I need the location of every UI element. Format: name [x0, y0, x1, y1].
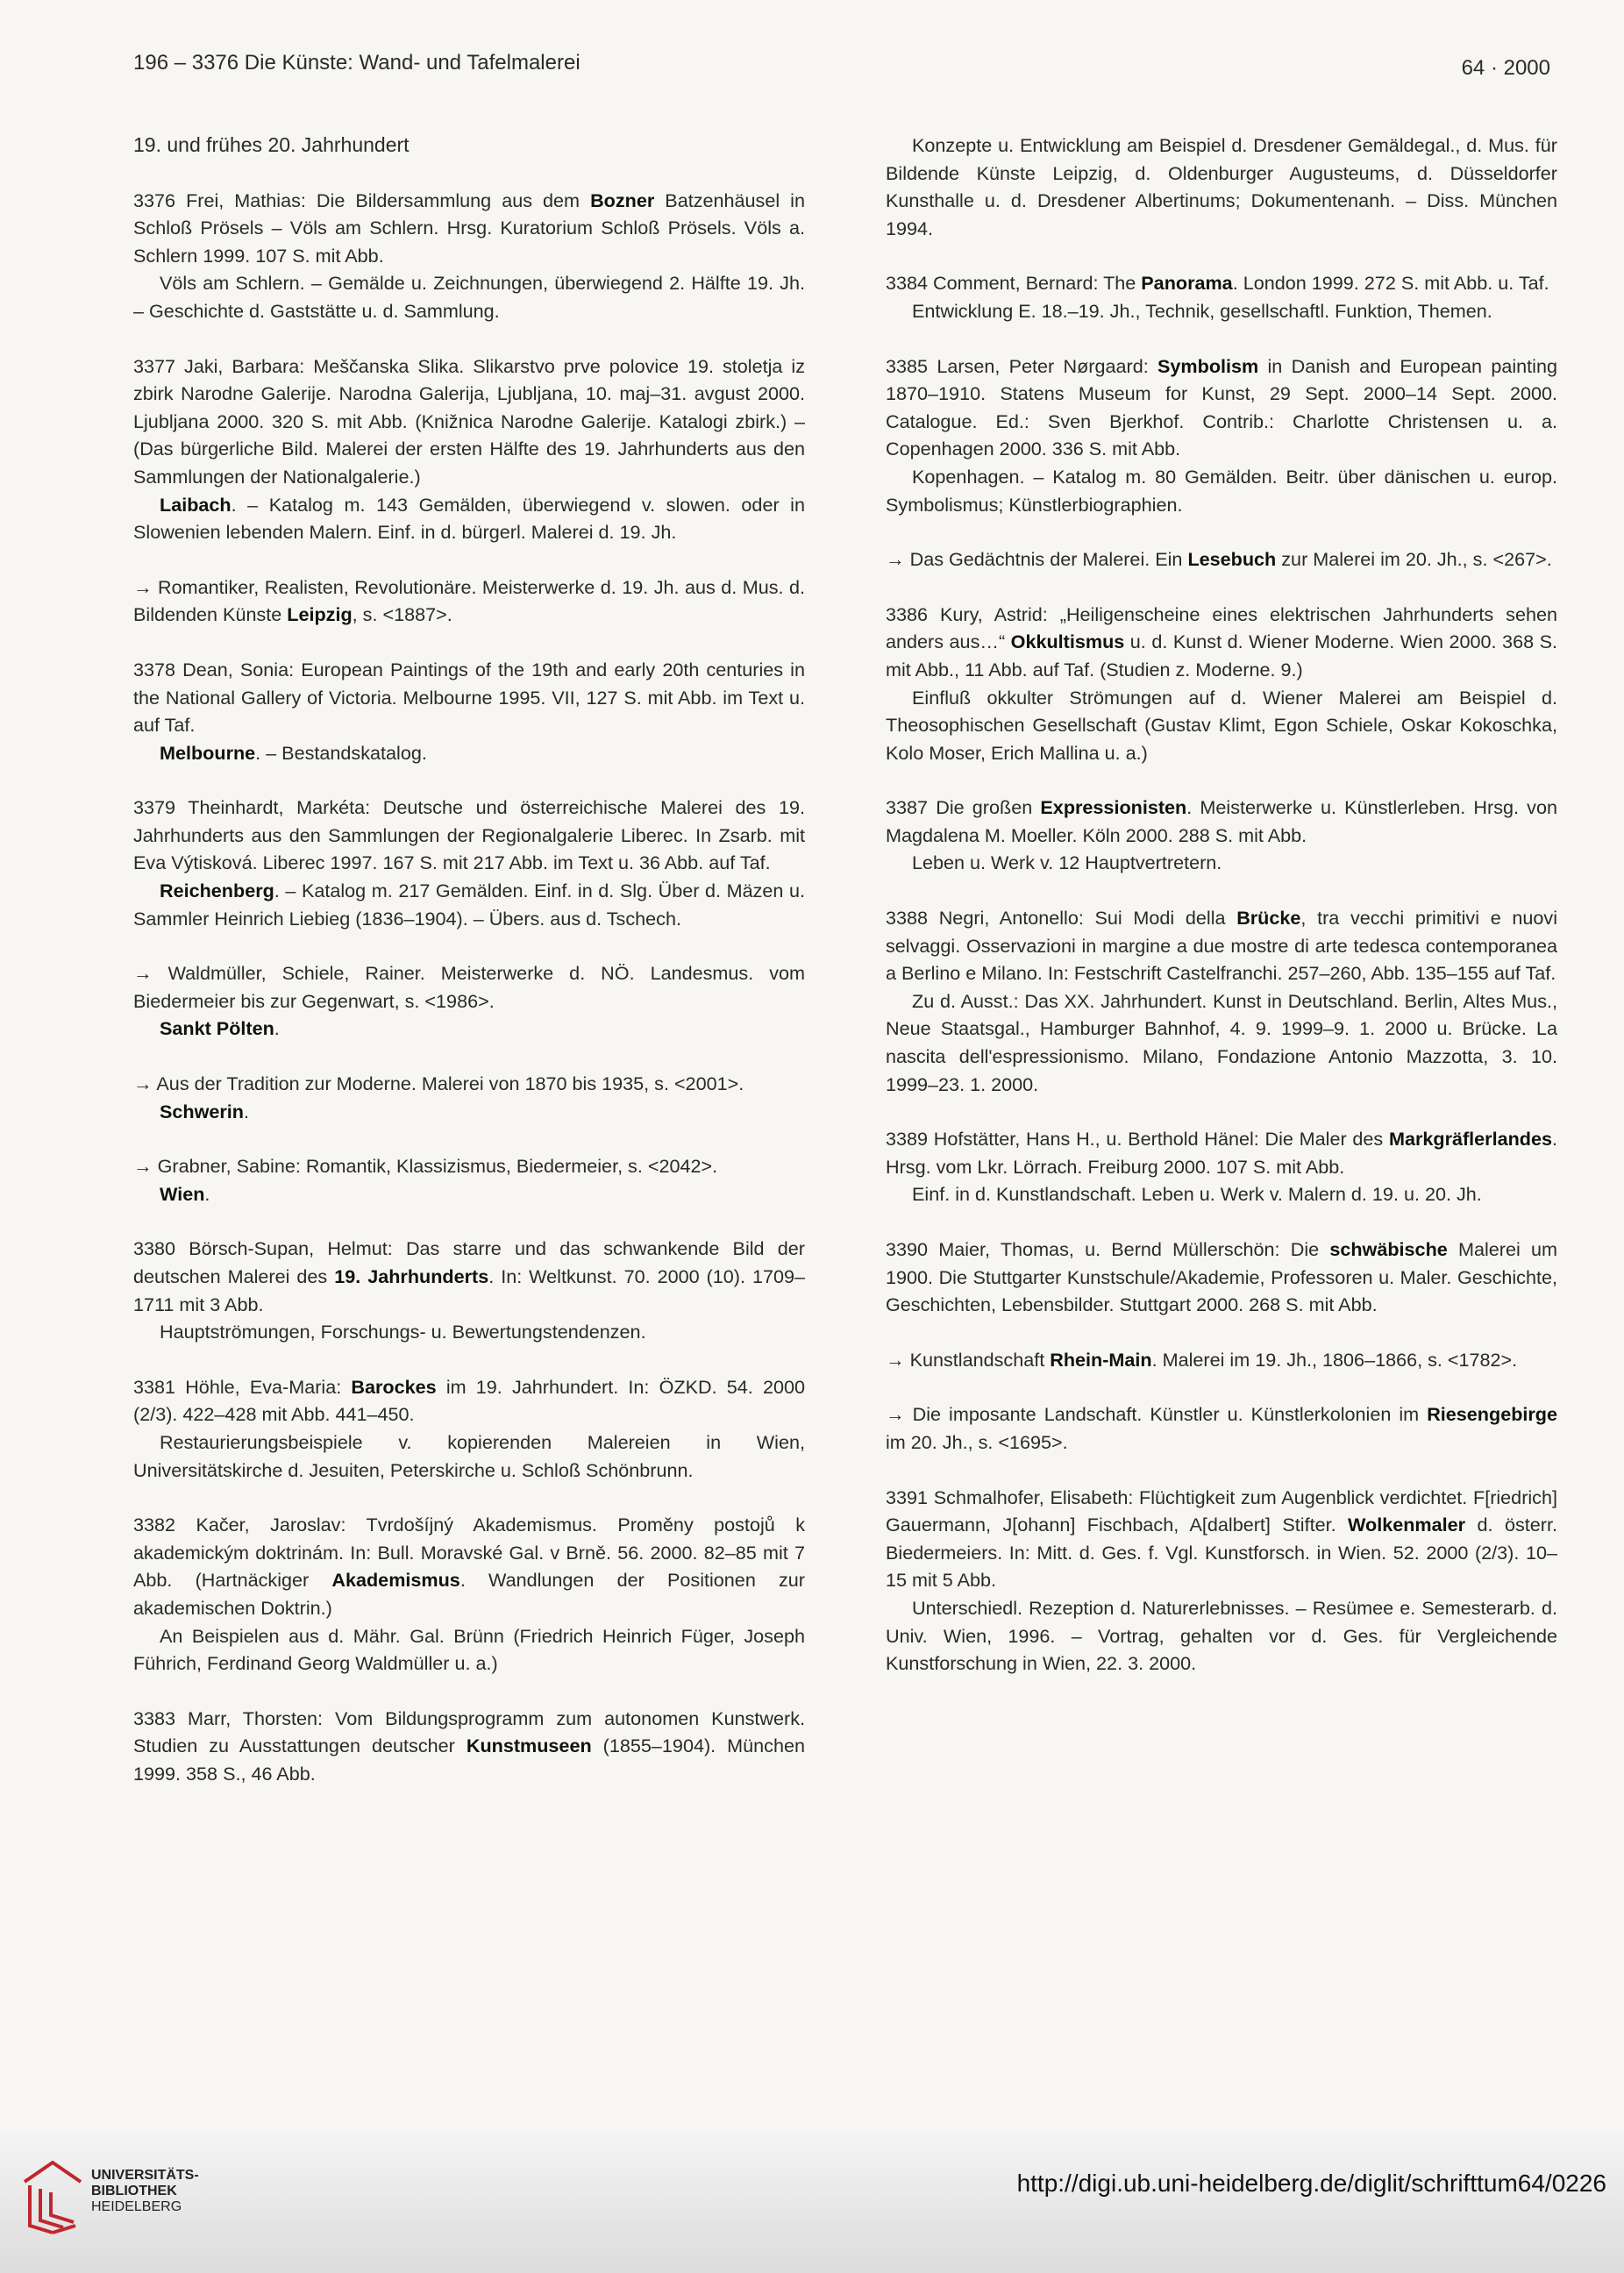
- annotation: Unterschiedl. Rezeption d. Naturerlebnisses. – Resümee e. Semesterarb. d. Univ. Wien, 1996. – Vortrag, gehalten vor d. Ges. für Vergleichende Kunstforschung in Wien, 22. 3. 2000.: [886, 1596, 1557, 1675]
- keyword: Barockes: [351, 1375, 437, 1398]
- cross-reference: → Romantiker, Realisten, Revolutionäre. Meisterwerke d. 19. Jh. aus d. Mus. d. Bildenden Künste Leipzig, s. <1887>.: [133, 575, 805, 626]
- keyword: schwäbische: [1329, 1238, 1448, 1260]
- cross-reference: → Kunstlandschaft Rhein-Main. Malerei im 19. Jh., 1806–1866, s. <1782>.: [886, 1348, 1518, 1371]
- keyword: 19. Jahrhunderts: [334, 1265, 489, 1287]
- entry-3388: 3388 Negri, Antonello: Sui Modi della Brücke, tra vecchi primitivi e nuovi selvaggi. Osservazioni in margine a due mostre di arte tedesca contemporanea a Berlino e Milano. In: Festschrift Castelfranchi. 257–260, Abb. 135–155 auf Taf. Zu d. Ausst.: Das XX. Jahrhundert. Kunst in Deutschland. Berlin, Altes Mus., Neue Staatsgal., Hamburger Bahnhof, 4. 9. 1999–9. 1. 2000 u. Brücke. La nascita dell'espressionismo. Milano, Fondazione Antonio Mazzotta, 3. 10. 1999–23. 1. 2000.: [886, 904, 1557, 1098]
- keyword: Symbolism: [1157, 354, 1259, 377]
- annotation: Hauptströmungen, Forschungs- u. Bewertungstendenzen.: [160, 1321, 646, 1343]
- volume-year: 64 · 2000: [1461, 56, 1550, 80]
- entry-3377: 3377 Jaki, Barbara: Meščanska Slika. Slikarstvo prve polovice 19. stoletja iz zbirk Narodne Galerije. Narodna Galerija, Ljubljana, 10. maj–31. avgust 2000. Ljubljana 2000. 320 S. mit Abb. (Knižnica Narodne Galerije. Katalogi zbirk.) – (Das bürgerliche Bild. Malerei der ersten Hälfte des 19. Jahrhunderts aus den Sammlungen der Nationalgalerie.) Laibach. – Katalog m. 143 Gemälden, überwiegend v. slowen. oder in Slowenien lebenden Malern. Einf. in d. bürgerl. Malerei d. 19. Jh.: [133, 353, 805, 546]
- running-head: 196 – 3376 Die Künste: Wand- und Tafelmalerei: [133, 51, 581, 75]
- library-name: UNIVERSITÄTS- BIBLIOTHEK HEIDELBERG: [91, 2168, 199, 2214]
- keyword: Expressionisten: [1040, 796, 1187, 819]
- keyword: Kunstmuseen: [466, 1735, 592, 1757]
- entry-3389: 3389 Hofstätter, Hans H., u. Berthold Hänel: Die Maler des Markgräflerlandes. Hrsg. vom Lkr. Lörrach. Freiburg 2000. 107 S. mit Abb. Einf. in d. Kunstlandschaft. Leben u. Werk v. Malern d. 19. u. 20. Jh.: [886, 1125, 1557, 1208]
- annotation: Reichenberg. – Katalog m. 217 Gemälden. Einf. in d. Slg. Über d. Mäzen u. Sammler Heinrich Liebieg (1836–1904). – Übers. aus d. Tschech.: [133, 880, 805, 930]
- library-logo-icon: [18, 2155, 88, 2236]
- entry-3379: 3379 Theinhardt, Markéta: Deutsche und österreichische Malerei des 19. Jahrhunderts aus den Sammlungen der Regionalgalerie Liberec. In Zsarb. mit Eva Výtisková. Liberec 1997. 167 S. mit 217 Abb. im Text u. 36 Abb. auf Taf. Reichenberg. – Katalog m. 217 Gemälden. Einf. in d. Slg. Über d. Mäzen u. Sammler Heinrich Liebieg (1836–1904). – Übers. aus d. Tschech.: [133, 794, 805, 932]
- entry-3385: 3385 Larsen, Peter Nørgaard: Symbolism in Danish and European painting 1870–1910. Statens Museum for Kunst, 29 Sept. 2000–14 Sept. 2000. Catalogue. Ed.: Sven Bjerkhof. Contrib.: Charlotte Christensen u. a. Copenhagen 2000. 336 S. mit Abb. Kopenhagen. – Katalog m. 80 Gemälden. Beitr. über dänischen u. europ. Symbolismus; Künstlerbiographien.: [886, 353, 1557, 519]
- right-column: [886, 132, 1557, 1705]
- entry-3390: 3390 Maier, Thomas, u. Bernd Müllerschön: Die schwäbische Malerei um 1900. Die Stuttgarter Kunstschule/Akademie, Professoren u. Maler. Geschichte, Geschichten, Lebensbilder. Stuttgart 2000. 268 S. mit Abb.: [886, 1238, 1557, 1316]
- annotation: Melbourne. – Bestandskatalog.: [160, 741, 427, 764]
- entry-3380: 3380 Börsch-Supan, Helmut: Das starre und das schwankende Bild der deutschen Malerei des 19. Jahrhunderts. In: Weltkunst. 70. 2000 (10). 1709–1711 mit 3 Abb. Hauptströmungen, Forschungs- u. Bewertungstendenzen.: [133, 1235, 805, 1345]
- page-header: [133, 51, 1550, 86]
- keyword: Akademismus: [331, 1569, 460, 1592]
- footer-bar: [0, 2133, 1624, 2273]
- keyword: Bozner: [590, 189, 655, 211]
- section-heading: 19. und frühes 20. Jahrhundert: [133, 133, 410, 156]
- entry-3384: 3384 Comment, Bernard: The Panorama. London 1999. 272 S. mit Abb. u. Taf. Entwicklung E. 18.–19. Jh., Technik, gesellschaftl. Funktion, Themen.: [886, 269, 1557, 324]
- keyword: Riesengebirge: [1427, 1403, 1557, 1426]
- keyword: Okkultismus: [1010, 631, 1125, 653]
- cross-reference: → Das Gedächtnis der Malerei. Ein Lesebuch zur Malerei im 20. Jh., s. <267>.: [886, 548, 1552, 571]
- entry-3386: 3386 Kury, Astrid: „Heiligenscheine eines elektrischen Jahrhunderts sehen anders aus…“ Okkultismus u. d. Kunst d. Wiener Moderne. Wien 2000. 368 S. mit Abb., 11 Abb. auf Taf. (Studien z. Moderne. 9.) Einfluß okkulter Strömungen auf d. Wiener Malerei am Beispiel d. Theosophischen Gesellschaft (Gustav Klimt, Egon Schiele, Oskar Kokoschka, Kolo Moser, Erich Mallina u. a.): [886, 601, 1557, 767]
- entry-3382: 3382 Kačer, Jaroslav: Tvrdošíjný Akademismus. Proměny postojů k akademickým doktrinám. In: Bull. Moravské Gal. v Brně. 56. 2000. 82–85 mit 7 Abb. (Hartnäckiger Akademismus. Wandlungen der Positionen zur akademischen Doktrin.) An Beispielen aus d. Mähr. Gal. Brünn (Friedrich Heinrich Füger, Joseph Führich, Ferdinand Georg Waldmüller u. a.): [133, 1511, 805, 1678]
- keyword: Brücke: [1236, 907, 1301, 930]
- keyword: Leipzig: [287, 603, 353, 626]
- entry-3378: 3378 Dean, Sonia: European Paintings of the 19th and early 20th centuries in the National Gallery of Victoria. Melbourne 1995. VII, 127 S. mit Abb. im Text u. auf Taf. Melbourne. – Bestandskatalog.: [133, 656, 805, 766]
- keyword: Wolkenmaler: [1348, 1514, 1466, 1536]
- annotation: Entwicklung E. 18.–19. Jh., Technik, gesellschaftl. Funktion, Themen.: [912, 299, 1492, 322]
- entry-3383: 3383 Marr, Thorsten: Vom Bildungsprogramm zum autonomen Kunstwerk. Studien zu Ausstattungen deutscher Kunstmuseen (1855–1904). München 1999. 358 S., 46 Abb.: [133, 1707, 806, 1785]
- annotation: Kopenhagen. – Katalog m. 80 Gemälden. Beitr. über dänischen u. europ. Symbolismus; Künstlerbiographien.: [886, 465, 1557, 516]
- keyword: Laibach: [160, 493, 231, 516]
- keyword: Sankt Pölten: [160, 1017, 274, 1040]
- keyword: Panorama: [1141, 272, 1233, 295]
- annotation: Zu d. Ausst.: Das XX. Jahrhundert. Kunst in Deutschland. Berlin, Altes Mus., Neue Staatsgal., Hamburger Bahnhof, 4. 9. 1999–9. 1. 2000 u. Brücke. La nascita dell'espressionismo. Milano, Fondazione Antonio Mazzotta, 3. 10. 1999–23. 1. 2000.: [886, 989, 1557, 1095]
- annotation: Restaurierungsbeispiele v. kopierenden Malereien in Wien, Universitätskirche d. Jesuiten, Peterskirche u. Schloß Schönbrunn.: [133, 1430, 805, 1481]
- entry-3391: 3391 Schmalhofer, Elisabeth: Flüchtigkeit zum Augenblick verdichtet. F[riedrich] Gauermann, J[ohann] Fischbach, A[dalbert] Stifter. Wolkenmaler d. österr. Biedermeiers. In: Mitt. d. Ges. f. Vgl. Kunstforsch. in Wien. 52. 2000 (2/3). 10–15 mit 5 Abb. Unterschiedl. Rezeption d. Naturerlebnisses. – Resümee e. Semesterarb. d. Univ. Wien, 1996. – Vortrag, gehalten vor d. Ges. für Vergleichende Kunstforschung in Wien, 22. 3. 2000.: [886, 1484, 1557, 1678]
- keyword: Lesebuch: [1187, 548, 1277, 571]
- entry-3383-continuation: Konzepte u. Entwicklung am Beispiel d. Dresdener Gemäldegal., d. Mus. für Bildende Künste Leipzig, d. Oldenburger Augusteums, d. Düsseldorfer Kunsthalle u. d. Dresdener Albertinums; Dokumentenanh. – Diss. München 1994.: [886, 134, 1557, 239]
- keyword: Schwerin: [160, 1100, 245, 1122]
- keyword: Rhein-Main: [1050, 1348, 1152, 1371]
- entry-3381: 3381 Höhle, Eva-Maria: Barockes im 19. Jahrhundert. In: ÖZKD. 54. 2000 (2/3). 422–428 mit Abb. 441–450. Restaurierungsbeispiele v. kopierenden Malereien in Wien, Universitätskirche d. Jesuiten, Peterskirche u. Schloß Schönbrunn.: [133, 1373, 805, 1484]
- keyword: Reichenberg: [160, 880, 274, 902]
- entry-3376: 3376 Frei, Mathias: Die Bildersammlung aus dem Bozner Batzenhäusel in Schloß Prösels – Völs am Schlern. Hrsg. Kuratorium Schloß Prösels. Völs a. Schlern 1999. 107 S. mit Abb. Völs am Schlern. – Gemälde u. Zeichnungen, überwiegend 2. Hälfte 19. Jh. – Geschichte d. Gaststätte u. d. Sammlung.: [133, 187, 805, 325]
- left-column: [133, 132, 805, 1815]
- keyword: Markgräflerlandes: [1388, 1128, 1552, 1151]
- keyword: Wien: [160, 1182, 205, 1205]
- permalink-url[interactable]: http://digi.ub.uni-heidelberg.de/diglit/schrifttum64/0226: [1016, 2170, 1606, 2197]
- entry-3387: 3387 Die großen Expressionisten. Meisterwerke u. Künstlerleben. Hrsg. von Magdalena M. Moeller. Köln 2000. 288 S. mit Abb. Leben u. Werk v. 12 Hauptvertretern.: [886, 794, 1557, 877]
- cross-reference: → Grabner, Sabine: Romantik, Klassizismus, Biedermeier, s. <2042>. Wien.: [133, 1155, 718, 1205]
- annotation: An Beispielen aus d. Mähr. Gal. Brünn (Friedrich Heinrich Füger, Joseph Führich, Ferdinand Georg Waldmüller u. a.): [133, 1624, 805, 1675]
- annotation: Leben u. Werk v. 12 Hauptvertretern.: [912, 851, 1222, 874]
- annotation: Laibach. – Katalog m. 143 Gemälden, überwiegend v. slowen. oder in Slowenien lebenden Malern. Einf. in d. bürgerl. Malerei d. 19. Jh.: [133, 493, 805, 544]
- annotation: Einf. in d. Kunstlandschaft. Leben u. Werk v. Malern d. 19. u. 20. Jh.: [912, 1183, 1482, 1206]
- keyword: Melbourne: [160, 741, 256, 764]
- annotation: Einfluß okkulter Strömungen auf d. Wiener Malerei am Beispiel d. Theosophischen Gesellschaft (Gustav Klimt, Egon Schiele, Oskar Kokoschka, Kolo Moser, Erich Mallina u. a.): [886, 686, 1557, 764]
- cross-reference: → Aus der Tradition zur Moderne. Malerei von 1870 bis 1935, s. <2001>. Schwerin.: [133, 1072, 744, 1122]
- cross-reference: → Waldmüller, Schiele, Rainer. Meisterwerke d. NÖ. Landesmus. vom Biedermeier bis zur Gegenwart, s. <1986>. Sankt Pölten.: [133, 962, 805, 1040]
- cross-reference: → Die imposante Landschaft. Künstler u. Künstlerkolonien im Riesengebirge im 20. Jh., s. <1695>.: [886, 1403, 1557, 1453]
- annotation: Völs am Schlern. – Gemälde u. Zeichnungen, überwiegend 2. Hälfte 19. Jh. – Geschichte d. Gaststätte u. d. Sammlung.: [133, 272, 805, 322]
